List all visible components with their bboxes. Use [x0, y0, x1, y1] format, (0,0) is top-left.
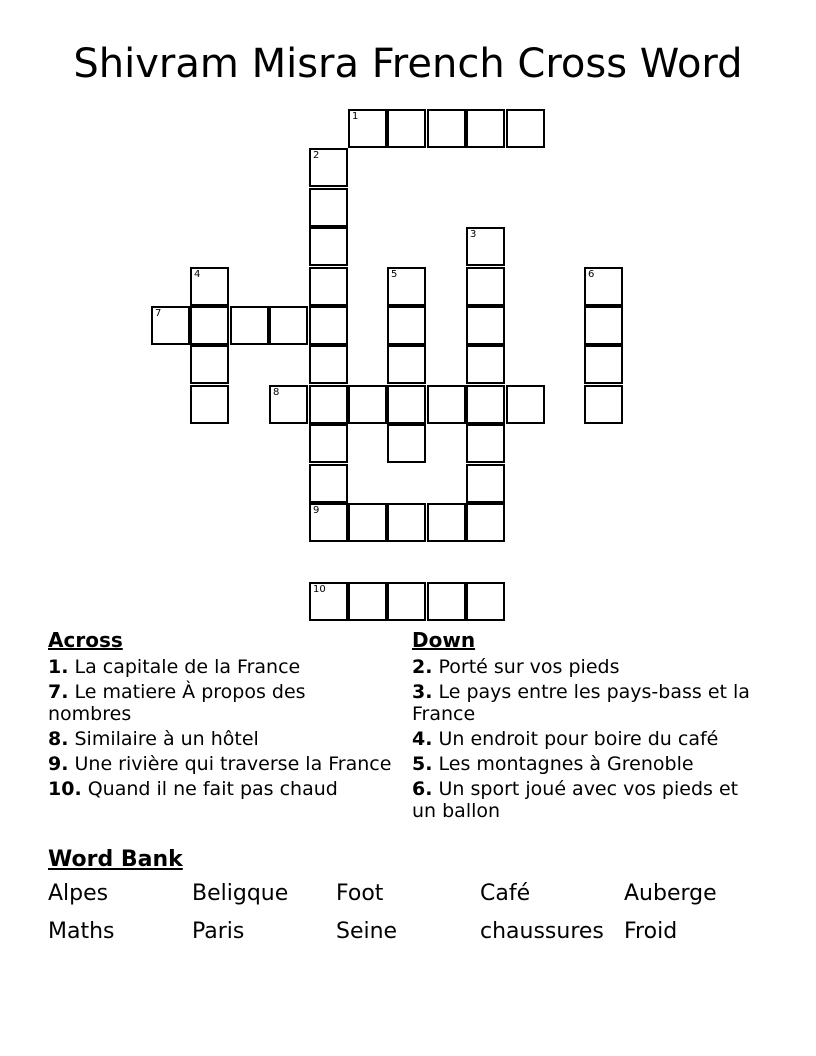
crossword-cell[interactable]: [506, 385, 545, 424]
crossword-cell[interactable]: [584, 385, 623, 424]
crossword-cell[interactable]: [466, 464, 505, 503]
crossword-cell[interactable]: [309, 424, 348, 463]
cell-number: 10: [313, 584, 326, 595]
crossword-cell[interactable]: [190, 345, 229, 384]
crossword-cell[interactable]: [466, 424, 505, 463]
word-bank-item: Café: [480, 881, 531, 906]
crossword-cell[interactable]: [309, 188, 348, 227]
crossword-cell[interactable]: [387, 306, 426, 345]
crossword-cell[interactable]: [151, 306, 190, 345]
cell-number: 7: [155, 308, 162, 319]
across-clues: [48, 628, 393, 803]
word-bank-item: Beligque: [192, 881, 289, 906]
crossword-cell[interactable]: [506, 109, 545, 148]
crossword-cell[interactable]: [348, 385, 387, 424]
crossword-cell[interactable]: [427, 109, 466, 148]
word-bank-item: Auberge: [624, 881, 717, 906]
clue-across-8: 8. Similaire à un hôtel: [48, 728, 259, 750]
page-title: Shivram Misra French Cross Word: [73, 41, 743, 87]
word-bank-item: Froid: [624, 919, 678, 944]
clue-down-4: 4. Un endroit pour boire du café: [412, 728, 719, 750]
crossword-cell[interactable]: [348, 582, 387, 621]
cell-number: 5: [391, 269, 398, 280]
word-bank-item: chaussures: [480, 919, 604, 944]
crossword-cell[interactable]: [230, 306, 269, 345]
crossword-cell[interactable]: [309, 385, 348, 424]
crossword-cell[interactable]: [427, 503, 466, 542]
crossword-cell[interactable]: [466, 306, 505, 345]
crossword-cell[interactable]: [269, 385, 308, 424]
clue-down-6: 6. Un sport joué avec vos pieds et un ballon: [412, 778, 739, 822]
crossword-cell[interactable]: [466, 503, 505, 542]
crossword-cell[interactable]: [348, 503, 387, 542]
cell-number: 8: [273, 387, 280, 398]
crossword-cell[interactable]: [348, 109, 387, 148]
word-bank-item: Paris: [192, 919, 245, 944]
crossword-cell[interactable]: [584, 306, 623, 345]
cell-number: 6: [588, 269, 595, 280]
crossword-cell[interactable]: [466, 109, 505, 148]
word-bank-item: Maths: [48, 919, 115, 944]
word-bank-item: Foot: [336, 881, 384, 906]
across-heading: Across: [48, 628, 123, 652]
crossword-cell[interactable]: [387, 385, 426, 424]
crossword-cell[interactable]: [269, 306, 308, 345]
crossword-cell[interactable]: [387, 345, 426, 384]
clue-down-2: 2. Porté sur vos pieds: [412, 656, 620, 678]
word-bank-item: Seine: [336, 919, 398, 944]
word-bank: [48, 880, 768, 946]
crossword-cell[interactable]: [309, 503, 348, 542]
down-clues: [412, 628, 757, 825]
crossword-cell[interactable]: [387, 267, 426, 306]
crossword-cell[interactable]: [190, 267, 229, 306]
clue-across-1: 1. La capitale de la France: [48, 656, 301, 678]
clue-across-7: 7. Le matiere À propos des nombres: [48, 681, 306, 725]
crossword-cell[interactable]: [466, 582, 505, 621]
word-bank-item: Alpes: [48, 881, 109, 906]
word-bank-heading: Word Bank: [48, 847, 183, 872]
crossword-cell[interactable]: [309, 464, 348, 503]
crossword-cell[interactable]: [387, 424, 426, 463]
crossword-cell[interactable]: [584, 267, 623, 306]
crossword-cell[interactable]: [466, 345, 505, 384]
cell-number: 4: [194, 269, 201, 280]
cell-number: 9: [313, 505, 320, 516]
crossword-cell[interactable]: [387, 109, 426, 148]
crossword-cell[interactable]: [309, 227, 348, 266]
crossword-cell[interactable]: [309, 345, 348, 384]
cell-number: 3: [470, 229, 477, 240]
crossword-cell[interactable]: [466, 385, 505, 424]
down-heading: Down: [412, 628, 476, 652]
crossword-cell[interactable]: [584, 345, 623, 384]
clue-down-3: 3. Le pays entre les pays-bass et la France: [412, 681, 750, 725]
crossword-cell[interactable]: [387, 582, 426, 621]
crossword-cell[interactable]: [309, 582, 348, 621]
cell-number: 2: [313, 150, 320, 161]
crossword-cell[interactable]: [190, 306, 229, 345]
crossword-cell[interactable]: [190, 385, 229, 424]
crossword-cell[interactable]: [466, 227, 505, 266]
crossword-cell[interactable]: [427, 385, 466, 424]
crossword-cell[interactable]: [309, 148, 348, 187]
crossword-cell[interactable]: [427, 582, 466, 621]
crossword-cell[interactable]: [309, 306, 348, 345]
crossword-cell[interactable]: [309, 267, 348, 306]
clue-across-10: 10. Quand il ne fait pas chaud: [48, 778, 338, 800]
cell-number: 1: [352, 111, 359, 122]
clue-down-5: 5. Les montagnes à Grenoble: [412, 753, 694, 775]
crossword-cell[interactable]: [466, 267, 505, 306]
clue-across-9: 9. Une rivière qui traverse la France: [48, 753, 392, 775]
crossword-cell[interactable]: [387, 503, 426, 542]
